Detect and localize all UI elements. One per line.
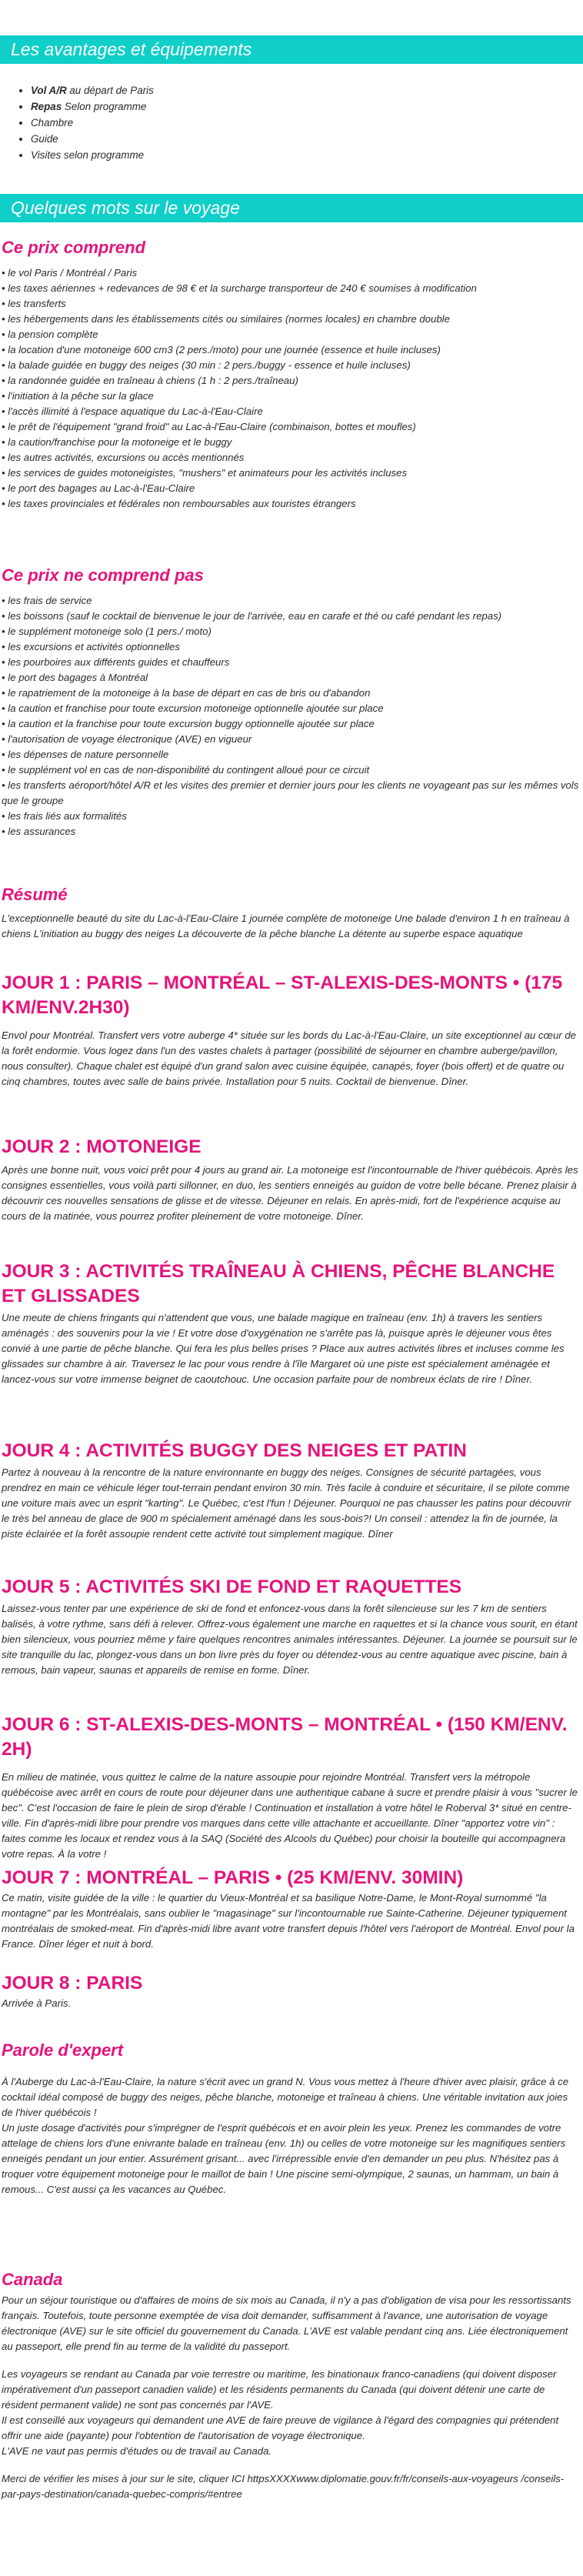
excludes-section — [2, 566, 580, 839]
includes-item: • les hébergements dans les établissements cités ou similaires (normes locales) en chambre double — [2, 312, 580, 327]
includes-item: • la location d'une motoneige 600 cm3 (2 pers./moto) pour une journée (essence et huile incluses) — [2, 342, 580, 358]
includes-section — [2, 238, 580, 512]
expert-paragraph: Un juste dosage d'activités pour s'imprégner de l'esprit québécois et en avoir plein les yeux. Prenez les commandes de votre attelage de chiens lors d'une enivrante balade en traîneau (env. 1h) ou celles de votre motoneige sur les magnifiques sentiers enneigés pendant un jour entier. Assurément grisant... avec l'irrépressible envie d'en demander un peu plus. N'hésitez pas à troquer votre équipement motoneige pour le maillot de bain ! Une piscine semi-olympique, 2 saunas, un hammam, un bain à remous... C'est aussi ça les vacances au Québec. — [2, 2122, 566, 2195]
summary-section — [2, 885, 580, 942]
includes-item: • la balade guidée en buggy des neiges (30 min : 2 pers./buggy - essence et huile incluses) — [2, 358, 580, 373]
advantages-title: Les avantages et équipements — [11, 39, 252, 59]
day-text: Une meute de chiens fringants qui n'attendent que vous, une balade magique en traîneau (env. 1h) à travers les sentiers aménagés : des souvenirs pour la vie ! Et votre dose d'oxygénation ne s'arrête pas là, puisque après le déjeuner vous êtes convié à une partie de pêche blanche. Qui fera les plus belles prises ? Place aux autres activités libres et incluses comme les glissades sur chambre à air. Traversez le lac pour vous rendre à l'île Margaret où une piste est spécialement aménagée et lancez-vous sur votre immense beignet de caoutchouc. Une occasion parfaite pour de nombreux éclats de rire ! Dîner. — [2, 1312, 565, 1385]
includes-item: • la randonnée guidée en traîneau à chiens (1 h : 2 pers./traîneau) — [2, 373, 580, 389]
excludes-item: • le supplément vol en cas de non-disponibilité du contingent alloué pour ce circuit — [2, 762, 580, 778]
includes-item: • le prêt de l'équipement "grand froid" au Lac-à-l'Eau-Claire (combinaison, bottes et moufles) — [2, 419, 580, 435]
advantage-item — [31, 82, 154, 98]
includes-item: • les services de guides motoneigistes, "mushers" et animateurs pour les activités incluses — [2, 465, 580, 481]
excludes-item: • les dépenses de nature personnelle — [2, 747, 580, 762]
advantage-item-text: Chambre — [31, 117, 74, 128]
advantage-item — [31, 98, 154, 115]
day-3 — [2, 1260, 580, 1387]
day-text: Arrivée à Paris. — [2, 1997, 72, 2009]
includes-item: • les taxes provinciales et fédérales non remboursables aux touristes étrangers — [2, 496, 580, 512]
day-text: Partez à nouveau à la rencontre de la nature environnante en buggy des neiges. Consignes de sécurité partagées, vous prendrez en main ce véhicule léger tout-terrain pendant environ 30 min. Très facile à conduire et sécuritaire, il se pilote comme une voiture mais avec un esprit "karting". Le Québec, c'est l'fun ! Déjeuner. Pourquoi ne pas chausser les patins pour découvrir le très bel anneau de glace de 900 m spécialement aménagé dans les sous-bois?! Un conseil : attendez la fin de journée, la piste éclairée et la forêt assoupie rendent cette activité tout simplement magique. Dîner — [2, 1467, 571, 1540]
advantages-list — [31, 82, 154, 163]
summary-title: Résumé — [2, 885, 68, 904]
excludes-item: • les transferts aéroport/hôtel A/R et les visites des premier et dernier jours pour les clients ne voyageant pas sur les mêmes vols que le groupe — [2, 778, 580, 809]
includes-item: • le vol Paris / Montréal / Paris — [2, 265, 580, 281]
canada-link-note[interactable]: Merci de vérifier les mises à jour sur le site, cliquer ICI httpsXXXXwww.diplomatie.gouv.fr/fr/conseils-aux-voyageurs /conseils-par-pays-destination/canada-quebec-compris/#entree — [2, 2473, 565, 2500]
advantage-item-label: Vol A/R — [31, 85, 67, 96]
advantage-item — [31, 147, 154, 163]
excludes-item: • le supplément motoneige solo (1 pers./ moto) — [2, 624, 580, 639]
advantage-item-text: Visites selon programme — [31, 149, 145, 161]
day-text: En milieu de matinée, vous quittez le calme de la nature assoupie pour rejoindre Montréal. Transfert vers la métropole québécoise avec arrêt en cours de route pour déjeuner dans une authentique cabane à sucre et prendre plaisir à vous "sucrer le bec". C'est l'occasion de faire le plein de sirop d'érable ! Continuation et installation à votre hôtel le Roberval 3* situé en centre-ville. Fin d'après-midi libre pour prendre vos marques dans cette ville attachante et accueillante. Dîner "apportez votre vin" : faites comme les locaux et rendez vous à la SAQ (Société des Alcools du Québec) pour choisir la bouteille qui accompagnera votre repas. À la votre ! — [2, 1771, 578, 1860]
includes-item: • les transferts — [2, 296, 580, 312]
includes-item: • le port des bagages au Lac-à-l'Eau-Claire — [2, 481, 580, 496]
advantages-header — [0, 35, 583, 64]
excludes-item: • les pourboires aux différents guides et chauffeurs — [2, 655, 580, 670]
excludes-item: • la caution et la franchise pour toute excursion buggy optionnelle ajoutée sur place — [2, 716, 580, 732]
day-title: JOUR 8 : PARIS — [2, 1973, 143, 1994]
day-8 — [2, 1971, 580, 2011]
day-text: Envol pour Montréal. Transfert vers votre auberge 4* située sur les bords du Lac-à-l'Eau-Claire, un site exceptionnel au cœur de la forêt endormie. Vous logez dans l'un des vastes chalets à partager (possibilité de séjourner en chambre auberge/pavillon, nous consulter). Chaque chalet est équipé d'un grand salon avec cuisine équipée, canapés, foyer (bois offert) et de quatre ou cinq chambres, toutes avec salle de bains privée. Installation pour 5 nuits. Cocktail de bienvenue. Dîner. — [2, 1029, 577, 1087]
excludes-item: • les frais de service — [2, 593, 580, 609]
expert-paragraph: À l'Auberge du Lac-à-l'Eau-Claire, la nature s'écrit avec un grand N. Vous vous mettez à l'heure d'hiver avec plaisir, grâce à ce cocktail idéal composé de buggy des neiges, pêche blanche, motoneige et traîneau à chiens. Une véritable invitation aux joies de l'hiver québécois ! — [2, 2076, 569, 2118]
day-6 — [2, 1713, 580, 1862]
includes-item: • la caution/franchise pour la motoneige et le buggy — [2, 435, 580, 450]
advantage-item-text: Selon programme — [62, 101, 147, 112]
includes-item: • les autres activités, excursions ou accès mentionnés — [2, 450, 580, 465]
day-4 — [2, 1439, 580, 1542]
summary-text: L'exceptionnelle beauté du site du Lac-à-l'Eau-Claire 1 journée complète de motoneige Une balade d'environ 1 h en traîneau à chiens L'initiation au buggy des neiges La découverte de la pêche blanche La détente au superbe espace aquatique — [2, 913, 570, 939]
day-2 — [2, 1135, 580, 1224]
day-title: JOUR 5 : ACTIVITÉS SKI DE FOND ET RAQUETTES — [2, 1577, 462, 1597]
advantage-item — [31, 115, 154, 131]
includes-list — [2, 265, 580, 512]
includes-item: • l'initiation à la pêche sur la glace — [2, 389, 580, 404]
day-title: JOUR 2 : MOTONEIGE — [2, 1136, 202, 1157]
day-title: JOUR 4 : ACTIVITÉS BUGGY DES NEIGES ET PATIN — [2, 1440, 467, 1461]
day-text: Après une bonne nuit, vous voici prêt pour 4 jours au grand air. La motoneige est l'incontournable de l'hiver québécois. Après les consignes essentielles, vous voilà parti sillonner, en duo, les sentiers enneigés au guidon de votre belle bécane. Prenez plaisir à découvrir ces nouvelles sensations de glisse et de vitesse. Déjeuner en relais. En après-midi, fort de l'expérience acquise au cours de la matinée, vous pourrez profiter pleinement de votre motoneige. Dîner. — [2, 1164, 578, 1222]
advantage-item-text: Guide — [31, 133, 58, 145]
excludes-item: • le port des bagages à Montréal — [2, 670, 580, 686]
day-title: JOUR 3 : ACTIVITÉS TRAÎNEAU À CHIENS, PÊCHE BLANCHE ET GLISSADES — [2, 1261, 555, 1306]
excludes-item: • l'autorisation de voyage électronique (AVE) en vigueur — [2, 732, 580, 747]
words-header — [0, 194, 583, 222]
excludes-list — [2, 593, 580, 839]
excludes-item: • le rapatriement de la motoneige à la base de départ en cas de bris ou d'abandon — [2, 686, 580, 701]
expert-title: Parole d'expert — [2, 2040, 124, 2060]
words-title: Quelques mots sur le voyage — [11, 198, 240, 218]
canada-paragraph: Il est conseillé aux voyageurs qui demandent une AVE de faire preuve de vigilance à l'égard des compagnies qui prétendent offrir une aide (payante) pour l'obtention de l'autorisation de voyage électronique. — [2, 2414, 559, 2441]
canada-section — [2, 2270, 580, 2502]
excludes-item: • les assurances — [2, 824, 580, 839]
excludes-item: • les frais liés aux formalités — [2, 809, 580, 824]
day-title: JOUR 1 : PARIS – MONTRÉAL – ST-ALEXIS-DES-MONTS • (175 KM/ENV.2H30) — [2, 973, 563, 1018]
canada-paragraph: Pour un séjour touristique ou d'affaires de moins de six mois au Canada, il n'y a pas d'obligation de visa pour les ressortissants français. Toutefois, toute personne exemptée de visa doit demander, suffisamment à l'avance, une autorisation de voyage électronique (AVE) sur le site officiel du gouvernement du Canada. L'AVE est valable pendant cinq ans. Liée électroniquement au passeport, elle prend fin au terme de la validité du passeport. — [2, 2294, 571, 2352]
advantage-item-label: Repas — [31, 101, 62, 112]
day-5 — [2, 1575, 580, 1678]
canada-paragraph: Les voyageurs se rendant au Canada par voie terrestre ou maritime, les binationaux franco-canadiens (qui doivent disposer impérativement d'un passeport canadien valide) et les résidents permanents du Canada (qui doivent détenir une carte de résident permanent valide) ne sont pas concernés par l'AVE. — [2, 2368, 557, 2411]
day-title: JOUR 7 : MONTRÉAL – PARIS • (25 KM/ENV. 30MIN) — [2, 1867, 464, 1888]
advantage-item-text: au départ de Paris — [66, 85, 154, 96]
excludes-item: • les boissons (sauf le cocktail de bienvenue le jour de l'arrivée, eau en carafe et thé ou café pendant les repas) — [2, 609, 580, 624]
day-7 — [2, 1866, 580, 1952]
includes-item: • la pension complète — [2, 327, 580, 342]
day-title: JOUR 6 : ST-ALEXIS-DES-MONTS – MONTRÉAL • (150 KM/ENV. 2H) — [2, 1714, 568, 1760]
includes-item: • l'accès illimité à l'espace aquatique du Lac-à-l'Eau-Claire — [2, 404, 580, 419]
day-1 — [2, 971, 580, 1089]
includes-title: Ce prix comprend — [2, 238, 146, 257]
canada-title: Canada — [2, 2270, 63, 2289]
advantage-item — [31, 131, 154, 147]
expert-section — [2, 2040, 580, 2197]
excludes-item: • la caution et franchise pour toute excursion motoneige optionnelle ajoutée sur place — [2, 701, 580, 716]
excludes-item: • les excursions et activités optionnelles — [2, 639, 580, 655]
excludes-title: Ce prix ne comprend pas — [2, 566, 204, 585]
canada-paragraph: L'AVE ne vaut pas permis d'études ou de travail au Canada. — [2, 2445, 272, 2457]
includes-item: • les taxes aériennes + redevances de 98 € et la surcharge transporteur de 240 € soumises à modification — [2, 281, 580, 296]
day-text: Laissez-vous tenter par une expérience de ski de fond et enfoncez-vous dans la forêt silencieuse sur les 7 km de sentiers balisés, à votre rythme, sans défi à relever. Offrez-vous également une marche en raquettes et si la chance vous sourit, en étant bien silencieux, vous pourriez même y faire quelques rencontres animales intéressantes. Déjeuner. La journée se poursuit sur le site tranquille du lac, plongez-vous dans un bon livre près du foyer ou détendez-vous au centre aquatique avec piscine, bain à remous, bain vapeur, saunas et appareils de remise en forme. Dîner. — [2, 1603, 578, 1676]
day-text: Ce matin, visite guidée de la ville : le quartier du Vieux-Montréal et sa basilique Notre-Dame, le Mont-Royal surnommé "la montagne" par les Montréalais, sans oublier le "magasinage" sur l'incontournable rue Sainte-Catherine. Déjeuner typiquement montréalais de smoked-meat. Fin d'après-midi libre avant votre transfert depuis l'hôtel vers l'aéroport de Montréal. Envol pour la France. Dîner léger et nuit à bord. — [2, 1892, 575, 1950]
